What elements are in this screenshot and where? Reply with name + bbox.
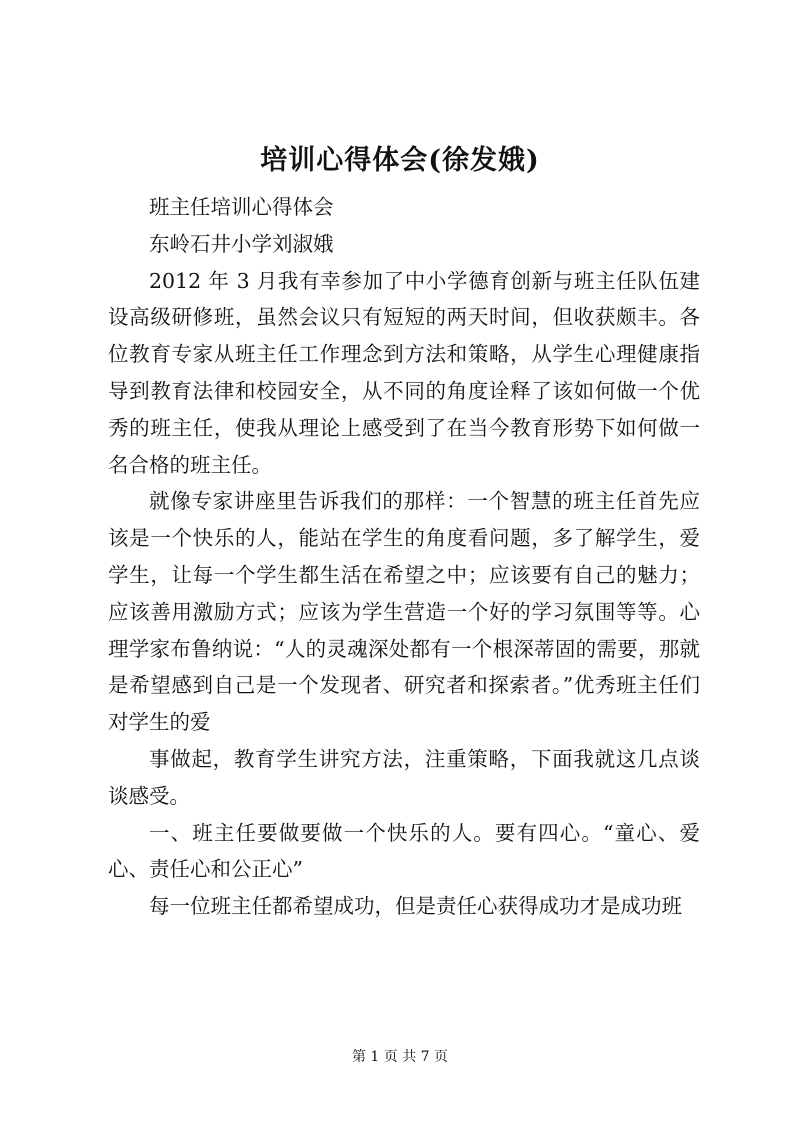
paragraph: 一、班主任要做要做一个快乐的人。要有四心。“童心、爱心、责任心和公正心”	[108, 820, 700, 882]
document-title: 培训心得体会(徐发娥)	[260, 145, 540, 176]
page-number-footer: 第 1 页 共 7 页	[351, 1049, 449, 1065]
paragraph-subtitle: 班主任培训心得体会	[149, 195, 334, 219]
paragraph: 事做起，教育学生讲究方法，注重策略，下面我就这几点谈谈感受。	[108, 746, 700, 808]
paragraph-author: 东岭石井小学刘淑娥	[149, 231, 334, 256]
document-body	[108, 189, 700, 925]
paragraph: 2012 年 3 月我有幸参加了中小学德育创新与班主任队伍建设高级研修班，虽然会议只有短短的两天时间，但收获颇丰。各位教育专家从班主任工作理念到方法和策略，从学生心理健康指导到教育法律和校园安全，从不同的角度诠释了该如何做一个优秀的班主任，使我从理论上感受到了在当今教育形势下如何做一名合格的班主任。	[108, 268, 700, 477]
paragraph: 就像专家讲座里告诉我们的那样：一个智慧的班主任首先应该是一个快乐的人，能站在学生的角度看问题，多了解学生，爱学生，让每一个学生都生活在希望之中；应该要有自己的魅力；应该善用激励方式；应该为学生营造一个好的学习氛围等等。心理学家布鲁纳说：“人的灵魂深处都有一个根深蒂固的需要，那就是希望感到自己是一个发现者、研究者和探索者。”优秀班主任们对学生的爱	[108, 489, 700, 735]
paragraph: 每一位班主任都希望成功，但是责任心获得成功才是成功班	[149, 894, 682, 919]
